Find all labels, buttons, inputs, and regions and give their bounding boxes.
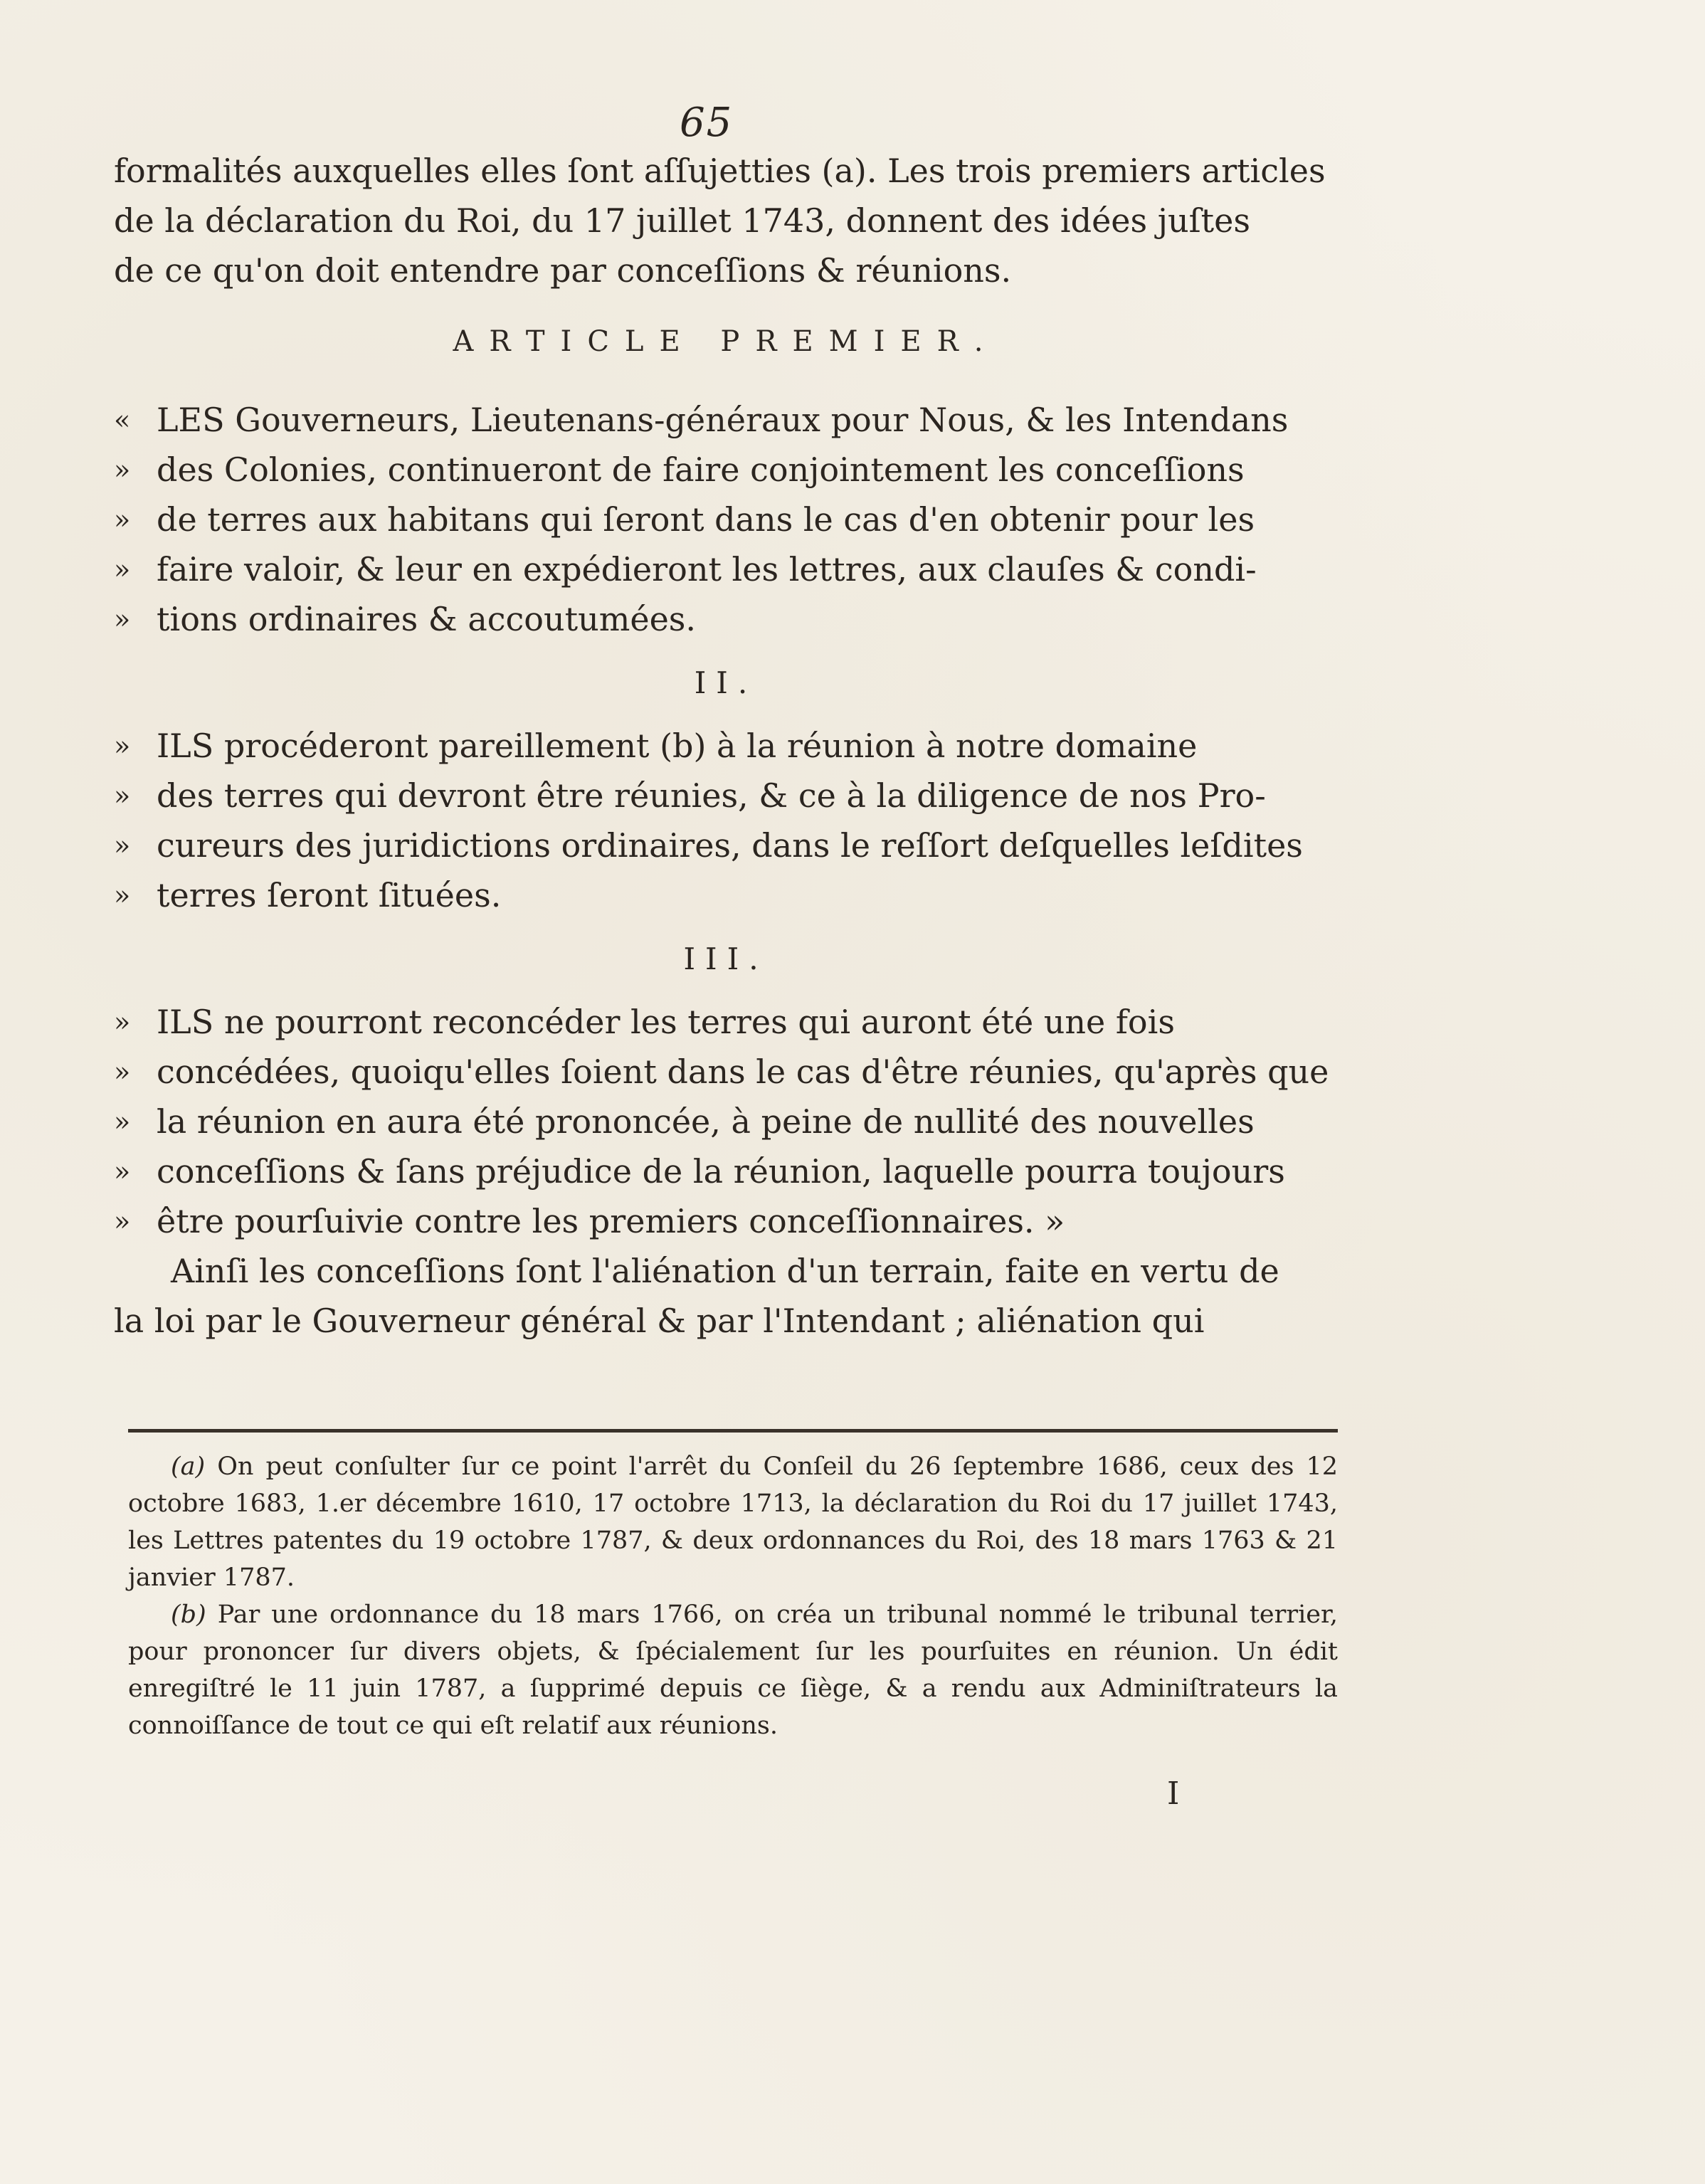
quote-mark: » [114, 1206, 131, 1237]
article-3-line [114, 1146, 1338, 1196]
article-3-text: concédées, quoiqu'elles ſoient dans le cas d'être réunies, qu'après que [157, 1053, 1329, 1091]
page-number: 65 [680, 100, 734, 146]
article-3-text: être pourſuivie contre les premiers conceſſionnaires. » [157, 1202, 1065, 1240]
quote-mark: » [114, 730, 131, 761]
document-page [114, 100, 1338, 2135]
footnote-label: (b) [171, 1600, 206, 1629]
quote-mark: » [114, 454, 131, 485]
quote-mark: » [114, 1156, 131, 1187]
quote-mark: » [114, 554, 131, 585]
closing-line: Ainſi les conceſſions ſont l'aliénation d'un terrain, faite en vertu de [171, 1252, 1279, 1290]
article-2-line [114, 870, 1338, 920]
signature-mark: I [1167, 1776, 1180, 1812]
article-1-text: des Colonies, continueront de faire conjointement les conceſſions [157, 450, 1245, 489]
closing-line: la loi par le Gouverneur général & par l'Intendant ; aliénation qui [114, 1302, 1205, 1340]
article-3-line [114, 1097, 1338, 1146]
quote-mark: » [114, 1106, 131, 1137]
article-2-text: terres ſeront ſituées. [157, 876, 502, 914]
intro-line: de ce qu'on doit entendre par conceſſions & réunions. [114, 251, 1012, 290]
article-2-text: ILS procéderont pareillement (b) à la réunion à notre domaine [157, 727, 1198, 765]
article-1-text: faire valoir, & leur en expédieront les lettres, aux clauſes & condi- [157, 550, 1257, 589]
article-1-line [114, 445, 1338, 495]
article-3-text: ILS ne pourront reconcéder les terres qui auront été une fois [157, 1003, 1175, 1041]
article-2-text: cureurs des juridictions ordinaires, dans le reſſort deſquelles leſdites [157, 826, 1303, 865]
quote-mark: » [114, 1056, 131, 1087]
quote-mark: « [114, 404, 131, 436]
quote-mark: » [114, 780, 131, 811]
article-3-line [114, 1196, 1338, 1246]
article-2-line [114, 771, 1338, 821]
article-1-text: LES Gouverneurs, Lieutenans-généraux pour Nous, & les Intendans [157, 401, 1289, 439]
intro-line: de la déclaration du Roi, du 17 juillet 1743, donnent des idées juſtes [114, 201, 1250, 240]
article-3-line [114, 1047, 1338, 1097]
article-2-line [114, 821, 1338, 870]
article-3-text: la réunion en aura été prononcée, à peine de nullité des nouvelles [157, 1102, 1255, 1141]
article-1-text: tions ordinaires & accoutumées. [157, 600, 697, 638]
footnote-text: Par une ordonnance du 18 mars 1766, on créa un tribunal nommé le tribunal terrier, pour prononcer ſur divers objets, & ſpécialement ſur les pourſuites en réunion. Un édit enregiſtré le 11 juin 1787, a ſupprimé depuis ce ſiège, & a rendu aux Adminiſtrateurs la connoiſſance de tout ce qui eſt relatif aux réunions. [128, 1600, 1338, 1740]
article-1-text: de terres aux habitans qui ſeront dans le cas d'en obtenir pour les [157, 500, 1255, 539]
article-1-line [114, 544, 1338, 594]
article-3-line [114, 997, 1338, 1047]
article-2-line [114, 721, 1338, 771]
quote-mark: » [114, 830, 131, 861]
footnote-label: (a) [171, 1452, 206, 1481]
quote-mark: » [114, 603, 131, 635]
article-1-line [114, 395, 1338, 445]
footnote-divider [128, 1429, 1338, 1433]
article-3-text: conceſſions & ſans préjudice de la réunion, laquelle pourra toujours [157, 1152, 1285, 1191]
body-text [114, 146, 1338, 1346]
article-1-line [114, 594, 1338, 644]
quote-mark: » [114, 880, 131, 911]
footnote-text: On peut conſulter ſur ce point l'arrêt du Conſeil du 26 ſeptembre 1686, ceux des 12 octobre 1683, 1.er décembre 1610, 17 octobre 1713, la déclaration du Roi du 17 juillet 1743, les Lettres patentes du 19 octobre 1787, & deux ordonnances du Roi, des 18 mars 1763 & 21 janvier 1787. [128, 1452, 1338, 1592]
article-2-heading: II. [694, 665, 758, 700]
article-1-line [114, 495, 1338, 544]
article-2-text: des terres qui devront être réunies, & ce à la diligence de nos Pro- [157, 776, 1266, 815]
intro-line: formalités auxquelles elles ſont aſſujetties (a). Les trois premiers articles [114, 152, 1326, 190]
footnotes [128, 1448, 1338, 1744]
article-1-heading: ARTICLE PREMIER. [453, 325, 999, 358]
article-3-heading: III. [683, 941, 769, 976]
footnote-a [128, 1448, 1338, 1596]
quote-mark: » [114, 504, 131, 535]
quote-mark: » [114, 1006, 131, 1038]
footnote-b [128, 1596, 1338, 1744]
